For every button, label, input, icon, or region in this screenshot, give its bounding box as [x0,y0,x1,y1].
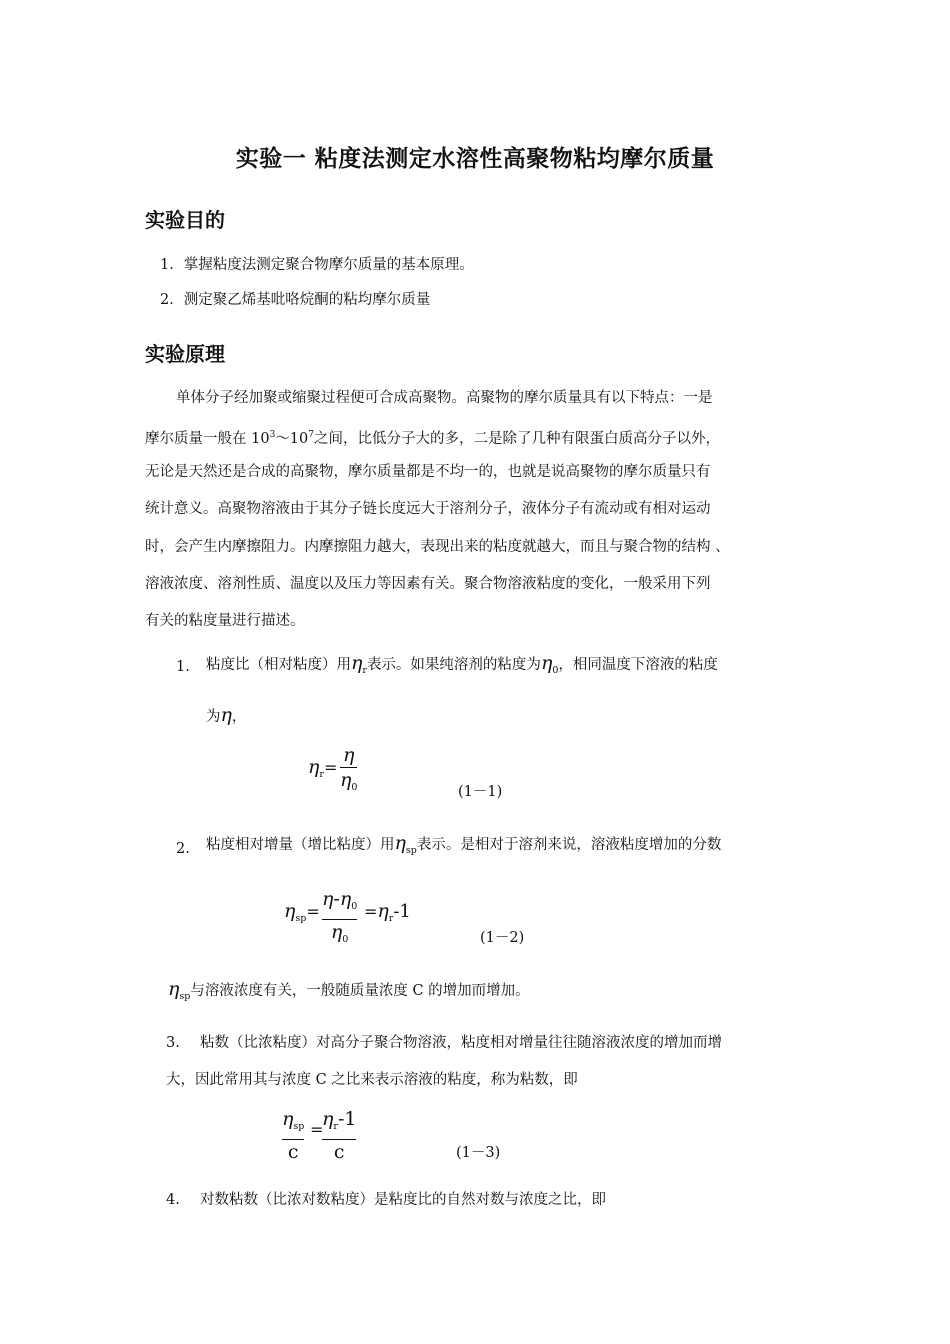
item-number: 4. [166,1192,180,1208]
equation-1-2-lhs: $\eta_{sp}=$ [284,900,320,924]
principle-para-line: 统计意义。高聚物溶液由于其分子链长度远大于溶剂分子，液体分子有流动或有相对运动 [145,501,711,517]
section-heading-purpose: 实验目的 [145,208,225,232]
principle-para-line: 摩尔质量一般在 $10^3\sim 10^7$之间，比低分子大的多，二是除了几种有限蛋白质高分子以外， [145,430,720,447]
equation-1-1-fraction: η $\eta_0$ [340,744,358,793]
item-3-line-1: 粘数（比浓粘度）对高分子聚合物溶液，粘度相对增量往往随溶液浓度的增加而增 [200,1035,722,1051]
item-1-line-1: 粘度比（相对粘度）用$\eta_r$表示。如果纯溶剂的粘度为$\eta_0$，相同温度下溶液的粘度 [206,652,718,676]
purpose-item-1: 1．掌握粘度法测定聚合物摩尔质量的基本原理。 [160,257,474,273]
equation-number: (1－1) [458,784,503,800]
item-3-line-2: 大，因此常用其与浓度 C 之比来表示溶液的粘度，称为粘数，即 [166,1072,578,1088]
principle-para-line: 溶液浓度、溶剂性质、温度以及压力等因素有关。聚合物溶液粘度的变化，一般采用下列 [145,576,711,592]
equation-number: (1－2) [480,930,525,946]
purpose-item-2: 2．测定聚乙烯基吡咯烷酮的粘均摩尔质量 [160,292,431,308]
page-title: 实验一 粘度法测定水溶性高聚物粘均摩尔质量 [235,146,715,172]
principle-para-line: 时，会产生内摩擦阻力。内摩擦阻力越大，表现出来的粘度就越大，而且与聚合物的结构 、 [145,539,730,555]
section-heading-principle: 实验原理 [145,342,225,366]
equation-1-2-rhs: $=\eta_r-1$ [364,900,411,924]
item-2-line-1: 粘度相对增量（增比粘度）用$\eta_{sp}$表示。是相对于溶剂来说，溶液粘度增加的分数 [206,832,722,856]
principle-para-line: 无论是天然还是合成的高聚物，摩尔质量都是不均一的，也就是说高聚物的摩尔质量只有 [145,464,711,480]
item-4-line-1: 对数粘数（比浓对数粘度）是粘度比的自然对数与浓度之比，即 [200,1192,606,1208]
item-number: 3. [166,1035,180,1051]
item-number: 1. [176,659,190,675]
item-1-line-2: 为η， [206,704,247,726]
equation-1-3-rhs-fraction: $\eta_r-1$ c [322,1108,357,1163]
principle-para-line: 单体分子经加聚或缩聚过程便可合成高聚物。高聚物的摩尔质量具有以下特点：一是 [176,390,713,406]
equation-1-3-equals: = [310,1120,324,1139]
item-number: 2. [176,841,190,857]
equation-1-3-lhs-fraction: $\eta_{sp}$ c [282,1108,305,1163]
equation-1-1-lhs: $\eta_r=$ [308,756,338,780]
equation-number: (1－3) [456,1145,501,1161]
principle-para-line: 有关的粘度量进行描述。 [145,613,305,629]
item-2-note: $\eta_{sp}$与溶液浓度有关，一般随质量浓度 C 的增加而增加。 [168,978,530,1002]
equation-1-2-fraction: $\eta-\eta_0$ $\eta_0$ [322,888,358,945]
